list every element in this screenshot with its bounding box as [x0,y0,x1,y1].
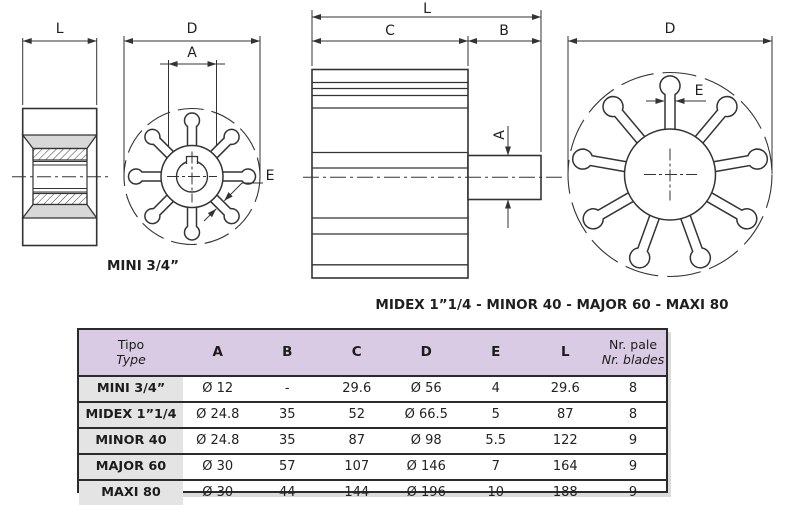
cell-type: MAJOR 60 [79,455,183,479]
cell-B: 57 [278,458,296,474]
cell-L: 188 [552,484,578,500]
cell-D: Ø 56 [410,380,442,396]
midex-label-E: E [694,83,704,99]
cell-E: 5.5 [485,432,507,448]
cell-D: Ø 66.5 [404,406,448,422]
header-blades: Nr. pale Nr. blades [601,337,665,367]
cell-A: Ø 24.8 [196,406,240,422]
cell-A: Ø 24.8 [196,432,240,448]
cell-blades: 8 [628,380,638,396]
table-header-row [79,330,666,375]
cell-E: 7 [491,458,500,474]
cell-E: 10 [487,484,505,500]
cell-C: 144 [344,484,370,500]
mini-label-D: D [186,21,198,37]
header-dim-E: E [491,343,501,360]
cell-type: MAXI 80 [79,481,183,505]
table-row [79,479,666,505]
cell-B: 35 [278,432,296,448]
cell-blades: 9 [628,432,638,448]
header-type: Tipo Type [116,337,146,367]
mini-caption: MINI 3/4” [106,258,180,274]
cell-type: MINOR 40 [79,429,183,453]
midex-dim-C [312,36,468,66]
cell-E: 4 [491,380,500,396]
cell-D: Ø 98 [410,432,442,448]
header-dim-L: L [560,343,570,360]
mini-label-A: A [187,45,197,61]
mini-label-L: L [55,21,64,37]
header-dim-B: B [282,343,293,360]
table-row [79,453,666,479]
table-row [79,427,666,453]
cell-B: 44 [278,484,296,500]
cell-C: 52 [348,406,366,422]
midex-label-A: A [492,130,508,140]
header-dim-A: A [212,343,223,360]
cell-blades: 8 [628,406,638,422]
cell-C: 107 [344,458,370,474]
midex-front-view [568,36,772,277]
dimensions-table [77,328,668,500]
cell-type: MIDEX 1”1/4 [79,403,183,427]
table-row [79,375,666,401]
cell-A: Ø 30 [202,484,234,500]
cell-A: Ø 30 [202,458,234,474]
mini-label-E: E [265,168,275,184]
mini-side-view [12,38,108,246]
cell-C: 29.6 [342,380,372,396]
cell-D: Ø 196 [406,484,446,500]
cell-A: Ø 12 [202,380,234,396]
cell-L: 122 [552,432,578,448]
cell-L: 87 [556,406,574,422]
cell-blades: 9 [628,458,638,474]
cell-B: 35 [278,406,296,422]
table-row [79,401,666,427]
cell-blades: 9 [628,484,638,500]
midex-label-C: C [385,23,395,39]
midex-label-D: D [664,21,676,37]
mini-front-view [124,36,263,245]
midex-side-view [303,10,563,278]
midex-label-B: B [499,23,509,39]
midex-label-L: L [423,1,431,17]
header-dim-C: C [351,343,362,360]
midex-caption: MIDEX 1”1/4 - MINOR 40 - MAJOR 60 - MAXI 80 [375,297,729,313]
cell-L: 29.6 [550,380,580,396]
cell-B: - [284,380,290,396]
cell-type: MINI 3/4” [79,377,183,401]
cell-E: 5 [491,406,500,422]
cell-L: 164 [552,458,578,474]
mini-dim-L [23,38,97,105]
cell-C: 87 [348,432,366,448]
header-dim-D: D [420,343,432,360]
cell-D: Ø 146 [406,458,446,474]
